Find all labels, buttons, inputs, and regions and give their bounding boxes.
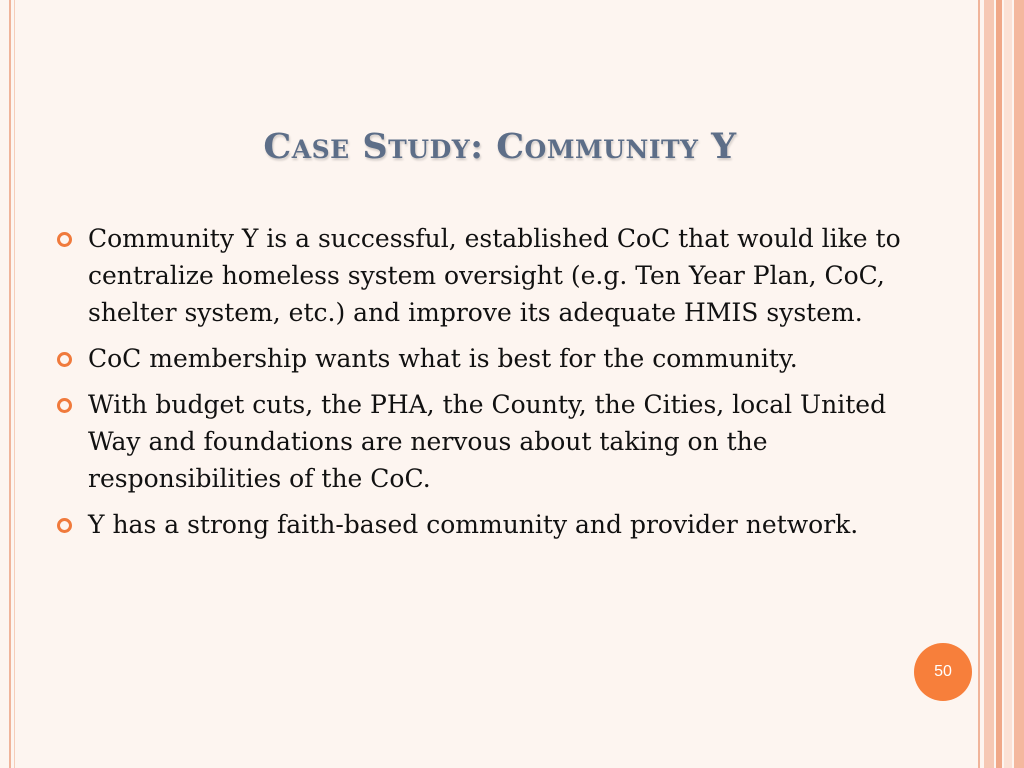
bullet-text: Y has a strong faith-based community and provider network.	[88, 510, 859, 539]
right-decorative-band	[978, 0, 1024, 768]
orange-ring-bullet-icon	[57, 232, 72, 247]
orange-ring-bullet-icon	[57, 398, 72, 413]
bullet-item	[52, 340, 922, 377]
bullet-item	[52, 386, 922, 497]
page-number: 50	[934, 663, 952, 680]
orange-ring-bullet-icon	[57, 352, 72, 367]
bullet-item	[52, 506, 922, 543]
page-number-badge	[914, 643, 972, 701]
left-border-line-inner	[14, 0, 15, 768]
bullet-item	[52, 220, 922, 331]
bullet-list	[52, 220, 922, 552]
bullet-text: With budget cuts, the PHA, the County, the Cities, local United Way and foundations are nervous about taking on the responsibilities of the CoC.	[88, 390, 887, 493]
bullet-text: CoC membership wants what is best for the community.	[88, 344, 798, 373]
left-border-line	[9, 0, 11, 768]
slide-title: Case Study: Community Y	[263, 126, 737, 167]
bullet-text: Community Y is a successful, established CoC that would like to centralize homeless system oversight (e.g. Ten Year Plan, CoC, shelter system, etc.) and improve its adequate HMIS system.	[88, 224, 901, 327]
orange-ring-bullet-icon	[57, 518, 72, 533]
